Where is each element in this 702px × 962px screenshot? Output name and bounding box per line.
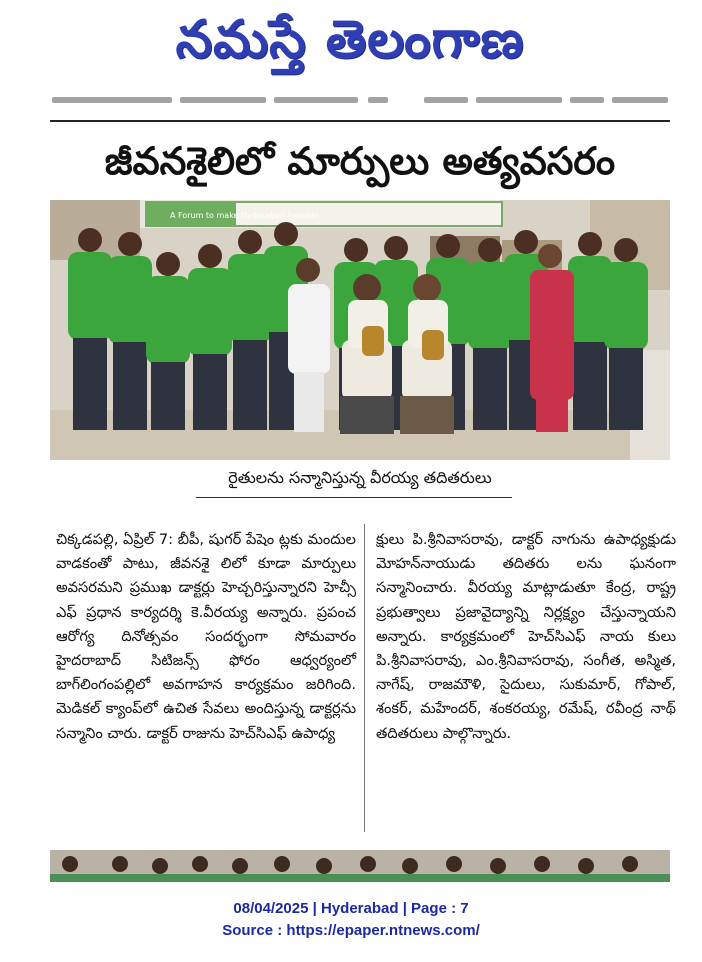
next-article-photo-strip bbox=[50, 850, 670, 882]
photo-caption: రైతులను సన్మానిస్తున్న వీరయ్య తదితరులు bbox=[228, 468, 492, 487]
newspaper-logo: నమస్తే తెలంగాణ bbox=[175, 10, 525, 70]
photo-banner-text: A Forum to make Hyderabad liveable bbox=[170, 211, 319, 220]
caption-underline bbox=[196, 497, 512, 498]
top-divider bbox=[50, 120, 670, 122]
footer-date-edition: 08/04/2025 | Hyderabad | Page : 7 bbox=[233, 900, 469, 917]
masthead bbox=[150, 6, 550, 74]
article-headline: జీవనశైలిలో మార్పులు అత్యవసరం bbox=[104, 139, 616, 183]
article-body-column-left: చిక్కడపల్లి, ఏప్రిల్ 7: బీపీ, షుగర్ పేషెం ట్లకు మందుల వాడకంతో పాటు, జీవనశై లిలో కూడా మార్పులు అవసరమని ప్రముఖ డాక్టర్లు హెచ్చరిస్తున్నారని హెచ్సీ ఎఫ్ ప్రధాన కార్యదర్శి కె.వీరయ్య అన్నారు. ప్రపంచ ఆరోగ్య దినోత్సవం సందర్భంగా సోమవారం హైదరాబాద్ సిటిజన్స్ ఫోరం ఆధ్వర్యంలో బాగ్‌లింగంపల్లిలో అవగాహన కార్యక్రమం జరిగింది. మెడికల్ క్యాంప్‌లో ఉచిత సేవలు అందిస్తున్న డాక్టర్లను సన్మానిం చారు. డాక్టర్ రాజును హెచ్‌సిఎఫ్ ఉపాధ్య bbox=[56, 531, 356, 742]
article-body-column-right: క్షులు పి.శ్రీనివాసరావు, డాక్టర్ నాగును ఉపాధ్యక్షుడు మోహన్‌నాయుడు తదితరు లను ఘనంగా సన్మానించారు. వీరయ్య మాట్లాడుతూ కేంద్ర, రాష్ట్ర ప్రభుత్వాలు ప్రజావైద్యాన్ని నిర్లక్ష్యం చేస్తున్నాయని అన్నారు. కార్యక్రమంలో హెచ్‌సిఎఫ్ నాయ కులు పి.శ్రీనివాసరావు, ఎం.శ్రీనివాసరావు, సంగీత, అస్మిత, నాగేష్, రాజమౌళి, సైదులు, సుకుమార్, గోపాల్, శంకర్, మహేందర్, శంకరయ్య, రమేష్, రవీంద్ర నాథ్ తదితరులు పాల్గొన్నారు. bbox=[376, 531, 676, 742]
column-divider bbox=[364, 524, 365, 832]
article-photo bbox=[50, 200, 670, 460]
footer bbox=[0, 898, 702, 942]
cropped-text-line bbox=[52, 94, 668, 106]
footer-source-link[interactable]: Source : https://epaper.ntnews.com/ bbox=[222, 922, 480, 939]
